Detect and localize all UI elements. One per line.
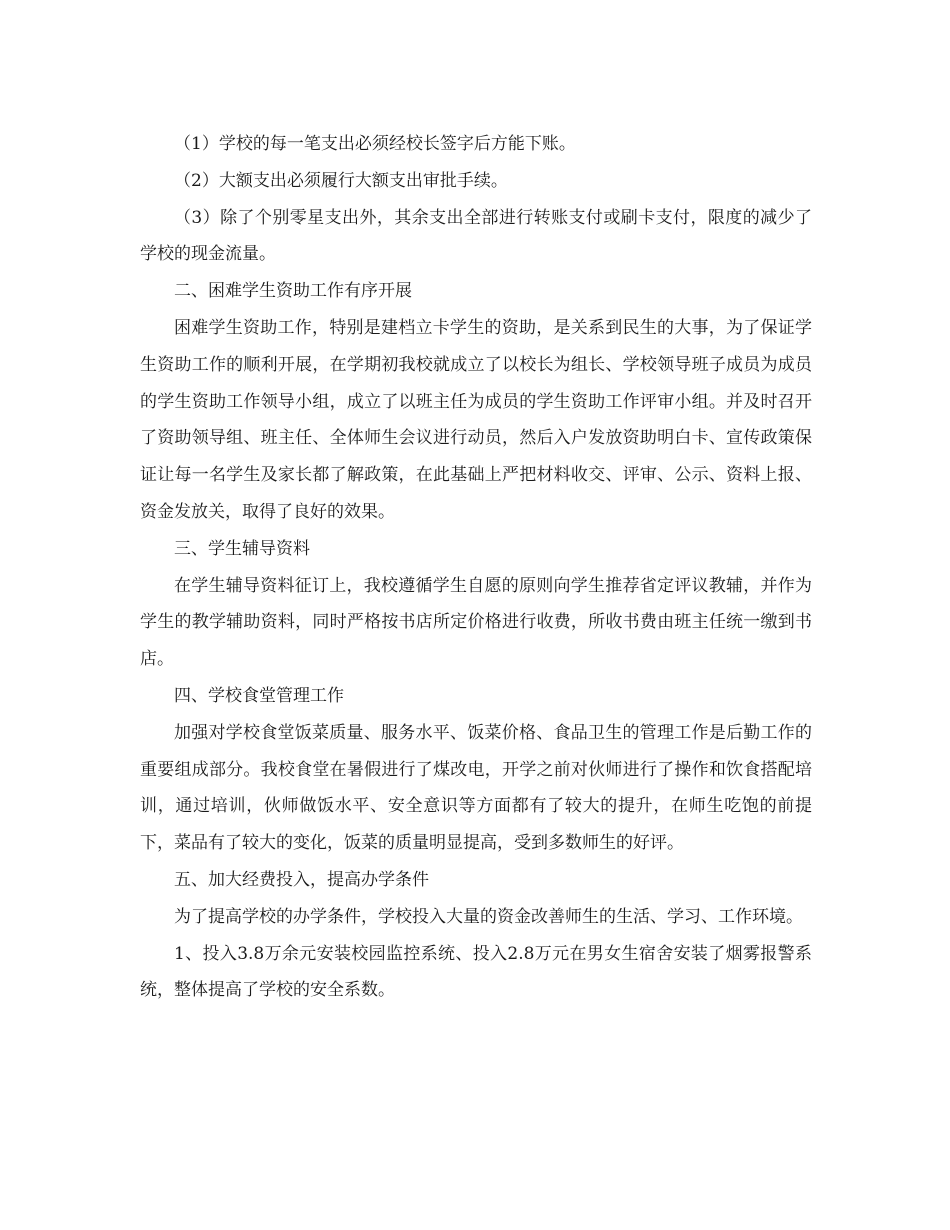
- paragraph-approval-rule-2: （2）大额支出必须履行大额支出审批手续。: [174, 170, 508, 191]
- paragraph-tutoring-materials: 在学生辅导资料征订上，我校遵循学生自愿的原则向学生推荐省定评议教辅，并作为学生的教学辅助资料，同时严格按书店所定价格进行收费，所收书费由班主任统一缴到书店。: [140, 575, 812, 670]
- document-body: [140, 126, 812, 1009]
- paragraph-canteen: 加强对学校食堂饭菜质量、服务水平、饭菜价格、食品卫生的管理工作是后勤工作的重要组成部分。我校食堂在暑假进行了煤改电，开学之前对伙师进行了操作和饮食搭配培训，通过培训，伙师做饭水平、安全意识等方面都有了较大的提升，在师生吃饱的前提下，菜品有了较大的变化，饭菜的质量明显提高，受到多数师生的好评。: [140, 722, 812, 854]
- paragraph-student-aid: 困难学生资助工作，特别是建档立卡学生的资助，是关系到民生的大事，为了保证学生资助工作的顺利开展，在学期初我校就成立了以校长为组长、学校领导班子成员为成员的学生资助工作领导小组，成立了以班主任为成员的学生资助工作评审小组。并及时召开了资助领导组、班主任、全体师生会议进行动员，然后入户发放资助明白卡、宣传政策保证让每一名学生及家长都了解政策，在此基础上严把材料收交、评审、公示、资料上报、资金发放关，取得了良好的效果。: [140, 317, 812, 522]
- section-heading-2: 二、困难学生资助工作有序开展: [174, 281, 412, 302]
- section-heading-5: 五、加大经费投入，提高办学条件: [174, 869, 429, 890]
- paragraph-approval-rule-1: （1）学校的每一笔支出必须经校长签字后方能下账。: [174, 134, 576, 154]
- paragraph-investment-item-1: 1、投入3.8万余元安装校园监控系统、投入2.8万元在男女生宿舍安装了烟雾报警系统，整体提高了学校的安全系数。: [140, 943, 812, 1001]
- section-heading-4: 四、学校食堂管理工作: [174, 685, 344, 706]
- section-heading-3: 三、学生辅导资料: [174, 538, 310, 559]
- paragraph-approval-rule-3: （3）除了个别零星支出外，其余支出全部进行转账支付或刷卡支付，限度的减少了学校的现金流量。: [140, 207, 812, 265]
- paragraph-investment-intro: 为了提高学校的办学条件，学校投入大量的资金改善师生的生活、学习、工作环境。: [174, 906, 803, 927]
